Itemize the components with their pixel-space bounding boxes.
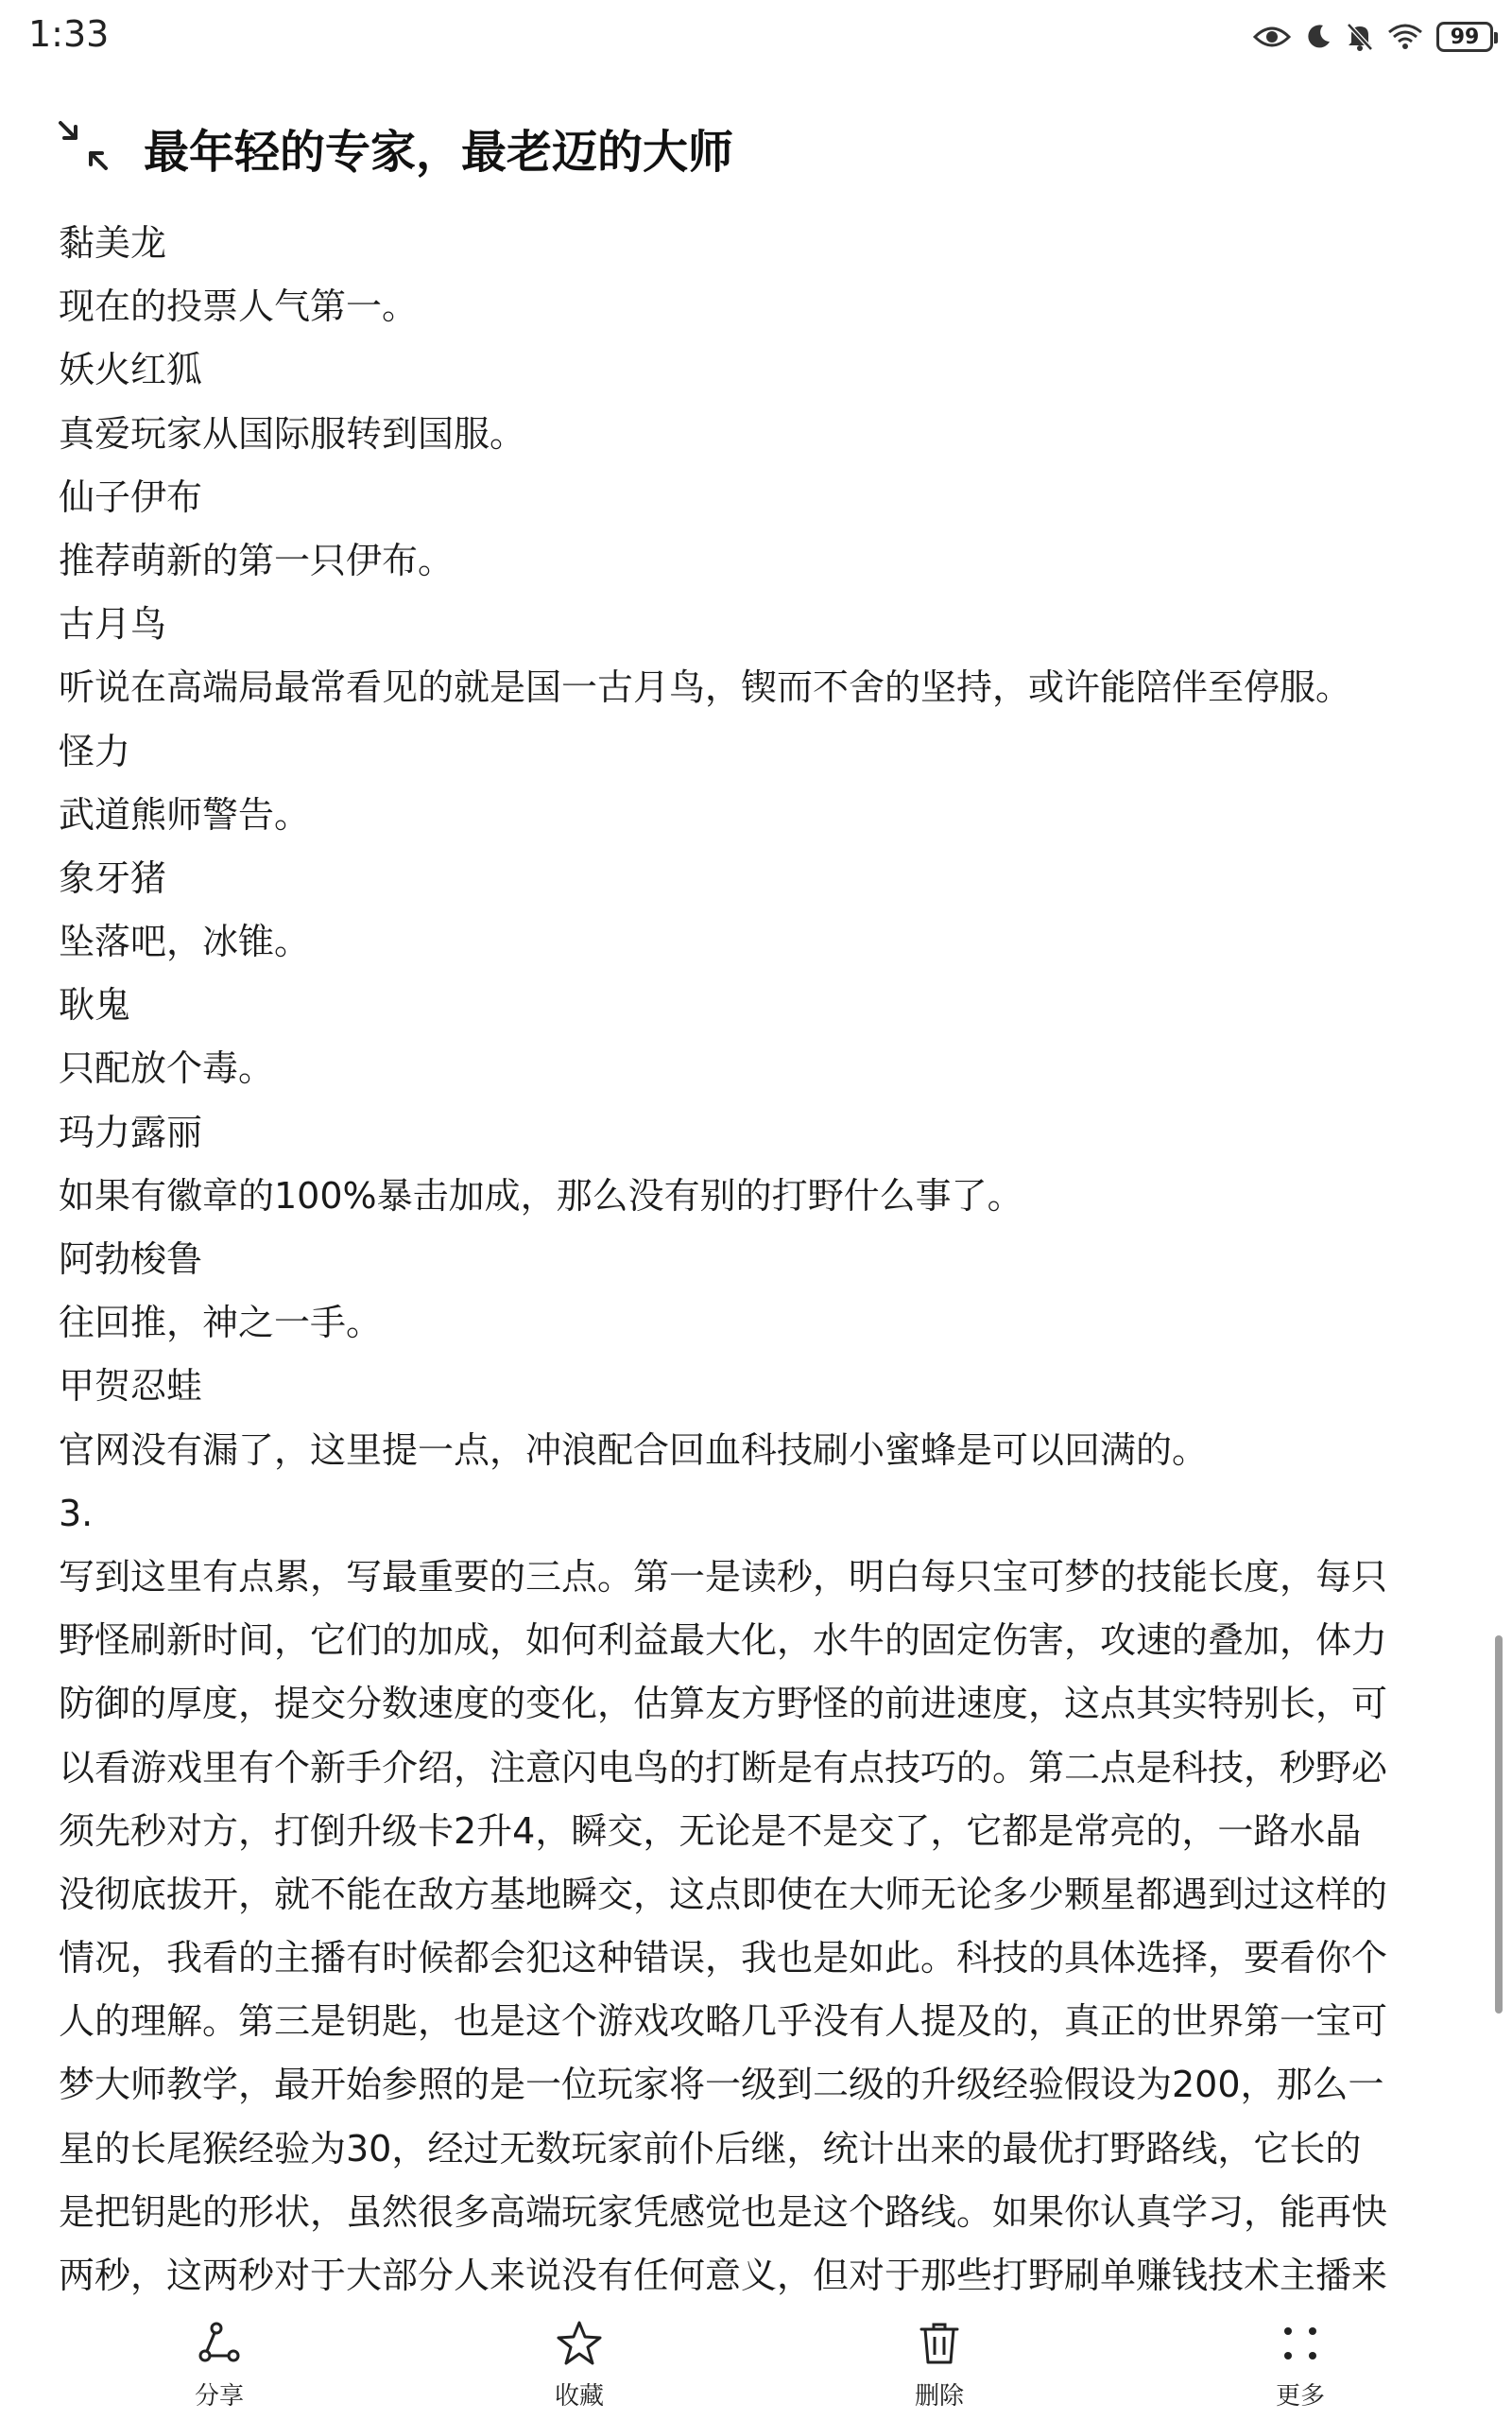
content-line: 耿鬼 xyxy=(59,984,131,1027)
scrollbar[interactable] xyxy=(1495,1635,1503,2014)
status-time: 1:33 xyxy=(28,13,110,55)
paragraph-line: 情况，我看的主播有时候都会犯这种错误，我也是如此。科技的具体选择，要看你个 xyxy=(59,1937,1388,1979)
content-line: 听说在高端局最常看见的就是国一古月鸟，锲而不舍的坚持，或许能陪伴至停服。 xyxy=(59,666,1352,709)
wifi-icon xyxy=(1387,23,1423,51)
delete-button[interactable] xyxy=(864,2320,1015,2414)
eye-icon xyxy=(1253,23,1291,51)
content-line: 往回推，神之一手。 xyxy=(59,1302,383,1344)
bottom-toolbar xyxy=(0,2307,1512,2420)
paragraph-line: 以看游戏里有个新手介绍，注意闪电鸟的打断是有点技巧的。第二点是科技，秒野必 xyxy=(59,1746,1388,1789)
content-line: 推荐萌新的第一只伊布。 xyxy=(59,539,455,581)
status-icons xyxy=(1253,13,1493,60)
content-line: 古月鸟 xyxy=(59,603,167,646)
battery-icon xyxy=(1436,22,1493,52)
more-icon xyxy=(1277,2320,1324,2367)
share-button[interactable] xyxy=(144,2320,295,2414)
moon-icon xyxy=(1304,23,1332,51)
content-line: 武道熊师警告。 xyxy=(59,793,311,836)
collapse-icon[interactable] xyxy=(55,117,112,174)
trash-icon xyxy=(916,2320,963,2367)
paragraph-line: 野怪刷新时间，它们的加成，如何利益最大化，水牛的固定伤害，攻速的叠加，体力 xyxy=(59,1619,1388,1662)
paragraph-line: 两秒，这两秒对于大部分人来说没有任何意义，但对于那些打野刷单赚钱技术主播来 xyxy=(59,2255,1388,2296)
content-line: 玛力露丽 xyxy=(59,1111,203,1153)
favorite-label: 收藏 xyxy=(554,2382,604,2411)
content-line: 现在的投票人气第一。 xyxy=(59,285,419,328)
content-line: 真爱玩家从国际服转到国服。 xyxy=(59,412,526,455)
content-line: 黏美龙 xyxy=(59,222,167,264)
mute-bell-icon xyxy=(1346,22,1374,52)
paragraph-line: 星的长尾猴经验为30，经过无数玩家前仆后继，统计出来的最优打野路线，它长的 xyxy=(59,2127,1362,2169)
content-line: 甲贺忍蛙 xyxy=(59,1365,203,1408)
battery-level: 99 xyxy=(1450,25,1480,49)
content-line: 3. xyxy=(59,1492,94,1534)
content-line: 怪力 xyxy=(59,730,131,772)
header xyxy=(0,104,1512,189)
content-line: 妖火红狐 xyxy=(59,349,203,391)
paragraph-line: 写到这里有点累，写最重要的三点。第一是读秒，明白每只宝可梦的技能长度，每只 xyxy=(59,1555,1388,1598)
paragraph-line: 须先秒对方，打倒升级卡2升4，瞬交，无论是不是交了，它都是常亮的，一路水晶 xyxy=(59,1809,1362,1852)
paragraph-line: 防御的厚度，提交分数速度的变化，估算友方野怪的前进速度，这点其实特别长，可 xyxy=(59,1683,1388,1725)
note-content xyxy=(59,212,1476,2301)
content-line: 只配放个毒。 xyxy=(59,1047,275,1090)
paragraph-line: 人的理解。第三是钥匙，也是这个游戏攻略几乎没有人提及的，真正的世界第一宝可 xyxy=(59,2000,1388,2043)
status-bar xyxy=(0,0,1512,76)
content-line: 象牙猪 xyxy=(59,856,167,899)
content-line: 官网没有漏了，这里提一点，冲浪配合回血科技刷小蜜蜂是可以回满的。 xyxy=(59,1428,1209,1471)
delete-label: 删除 xyxy=(914,2382,964,2411)
content-paragraph xyxy=(59,1546,1476,2301)
more-label: 更多 xyxy=(1275,2382,1325,2411)
paragraph-line: 梦大师教学，最开始参照的是一位玩家将一级到二级的升级经验假设为200，那么一 xyxy=(59,2064,1384,2106)
content-line: 仙子伊布 xyxy=(59,475,203,518)
favorite-button[interactable] xyxy=(504,2320,655,2414)
content-line: 如果有徽章的100%暴击加成，那么没有别的打野什么事了。 xyxy=(59,1174,1023,1217)
share-icon xyxy=(196,2320,243,2367)
paragraph-line: 是把钥匙的形状，虽然很多高端玩家凭感觉也是这个路线。如果你认真学习，能再快 xyxy=(59,2190,1388,2233)
page-title: 最年轻的专家，最老迈的大师 xyxy=(144,126,734,179)
paragraph-line: 没彻底拔开，就不能在敌方基地瞬交，这点即使在大师无论多少颗星都遇到过这样的 xyxy=(59,1873,1388,1915)
content-line: 阿勃梭鲁 xyxy=(59,1238,203,1280)
content-line: 坠落吧，冰锥。 xyxy=(59,921,311,963)
more-button[interactable] xyxy=(1225,2320,1376,2414)
share-label: 分享 xyxy=(194,2382,244,2411)
star-icon xyxy=(555,2320,604,2367)
